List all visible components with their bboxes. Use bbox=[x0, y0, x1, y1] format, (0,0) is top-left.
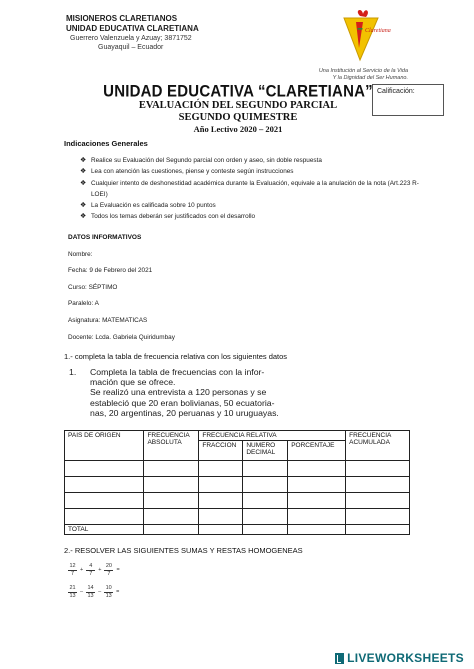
fraction-exercise-1 bbox=[68, 563, 120, 577]
liveworksheets-check-icon bbox=[335, 653, 344, 664]
operator: + bbox=[98, 567, 102, 573]
motto-line-1: Una Institución al Servicio de la Vida bbox=[318, 68, 408, 74]
question-1-statement-image bbox=[66, 364, 410, 424]
fraction: $\frac{21}{13}$ bbox=[69, 585, 76, 599]
indications-list bbox=[80, 155, 430, 223]
diamond-bullet-icon: ❖ bbox=[80, 202, 87, 210]
fraction: $\frac{20}{7}$ bbox=[105, 563, 112, 577]
header-address: Guerrero Valenzuela y Azuay; 3871752 bbox=[70, 35, 192, 42]
table-row bbox=[65, 493, 410, 509]
diamond-bullet-icon: ❖ bbox=[80, 168, 87, 176]
exam-title bbox=[60, 83, 416, 135]
fraction: $\frac{10}{13}$ bbox=[105, 585, 112, 599]
header-percentage: PORCENTAJE bbox=[288, 441, 346, 461]
table-header-row bbox=[65, 431, 410, 441]
table-row-total bbox=[65, 525, 410, 535]
fraction: $\frac{12}{7}$ bbox=[69, 563, 76, 577]
claretiana-logo-icon bbox=[338, 8, 386, 62]
school-name-title: UNIDAD EDUCATIVA “CLARETIANA” bbox=[103, 82, 373, 101]
subject-field: Asignatura: MATEMATICAS bbox=[68, 317, 148, 324]
table-row bbox=[65, 477, 410, 493]
operator: – bbox=[98, 589, 102, 595]
motto-line-2: Y la Dignidad del Ser Humano. bbox=[332, 75, 408, 81]
header-decimal: NUMERO DECIMAL bbox=[243, 441, 288, 461]
statement-number: 1. bbox=[69, 367, 77, 377]
datos-heading: DATOS INFORMATIVOS bbox=[68, 234, 142, 241]
section-field: Paralelo: A bbox=[68, 300, 99, 307]
indications-heading: Indicaciones Generales bbox=[64, 139, 148, 148]
indication-item: ❖ Lea con atención las cuestiones, piense y conteste según instrucciones bbox=[80, 166, 430, 177]
school-header bbox=[66, 14, 199, 52]
school-year: Año Lectivo 2020 – 2021 bbox=[193, 124, 283, 134]
statement-line: mación que se ofrece. bbox=[90, 377, 176, 388]
indication-item: ❖ La Evaluación es calificada sobre 10 puntos bbox=[80, 200, 430, 211]
question-2-title: 2.- RESOLVER LAS SIGUIENTES SUMAS Y RESTAS HOMOGENEAS bbox=[64, 546, 303, 555]
course-field: Curso: SÉPTIMO bbox=[68, 284, 118, 291]
header-cumulative-frequency: FRECUENCIA ACUMULADA bbox=[346, 431, 410, 461]
evaluation-title: EVALUACIÓN DEL SEGUNDO PARCIAL bbox=[138, 100, 338, 111]
grade-label: Calificación: bbox=[377, 88, 415, 95]
frequency-table bbox=[64, 430, 410, 535]
indication-item: ❖ Cualquier intento de deshonestidad académica durante la Evaluación, equivale a la anulación de la nota (Art.223 R-LOEI) bbox=[80, 179, 419, 198]
liveworksheets-brand: LIVEWORKSHEETS bbox=[347, 651, 464, 665]
diamond-bullet-icon: ❖ bbox=[80, 179, 87, 187]
statement-line: estableció que 20 eran bolivianas, 50 ecuatoria- bbox=[90, 397, 275, 408]
fraction-exercise-2 bbox=[68, 585, 119, 599]
header-city: Guayaquil – Ecuador bbox=[98, 44, 164, 51]
grade-box[interactable] bbox=[372, 84, 444, 116]
diamond-bullet-icon: ❖ bbox=[80, 157, 87, 164]
liveworksheets-logo bbox=[335, 651, 464, 665]
equals-sign: = bbox=[116, 589, 120, 595]
header-relative-frequency: FRECUENCIA RELATIVA bbox=[199, 431, 346, 441]
question-1-title: 1.- completa la tabla de frecuencia relativa con los siguientes datos bbox=[64, 352, 288, 361]
indication-item: ❖ Todos los temas deberán ser justificados con el desarrollo bbox=[80, 211, 430, 222]
statement-line: Completa la tabla de frecuencias con la infor- bbox=[90, 367, 265, 377]
total-label: TOTAL bbox=[65, 525, 144, 535]
header-line-2: UNIDAD EDUCATIVA CLARETIANA bbox=[66, 24, 199, 33]
equals-sign: = bbox=[116, 567, 120, 573]
statement-line: Se realizó una entrevista a 120 personas y se bbox=[90, 387, 267, 398]
indication-item: ❖ Realice su Evaluación del Segundo parcial con orden y aseo, sin doble respuesta bbox=[80, 155, 430, 166]
diamond-bullet-icon: ❖ bbox=[80, 213, 87, 221]
fraction: $\frac{4}{7}$ bbox=[86, 563, 95, 577]
operator: + bbox=[80, 567, 84, 573]
operator: – bbox=[80, 589, 84, 595]
date-field: Fecha: 9 de Febrero del 2021 bbox=[68, 267, 153, 274]
term-title: SEGUNDO QUIMESTRE bbox=[178, 112, 298, 123]
school-motto bbox=[319, 68, 408, 82]
header-line-1: MISIONEROS CLARETIANOS bbox=[66, 14, 178, 23]
table-row bbox=[65, 461, 410, 477]
teacher-field: Docente: Lcda. Gabriela Quiridumbay bbox=[68, 334, 175, 341]
logo-text: Claretiana bbox=[365, 28, 391, 34]
statement-line: nas, 20 argentinas, 20 peruanas y 10 uruguayas. bbox=[90, 407, 279, 418]
header-country: PAIS DE ORIGEN bbox=[65, 431, 144, 461]
header-absolute-frequency: FRECUENCIA ABSOLUTA bbox=[144, 431, 199, 461]
name-field[interactable]: Nombre: bbox=[68, 251, 93, 258]
header-fraction: FRACCION bbox=[199, 441, 243, 461]
fraction: $\frac{14}{13}$ bbox=[87, 585, 94, 599]
table-row bbox=[65, 509, 410, 525]
